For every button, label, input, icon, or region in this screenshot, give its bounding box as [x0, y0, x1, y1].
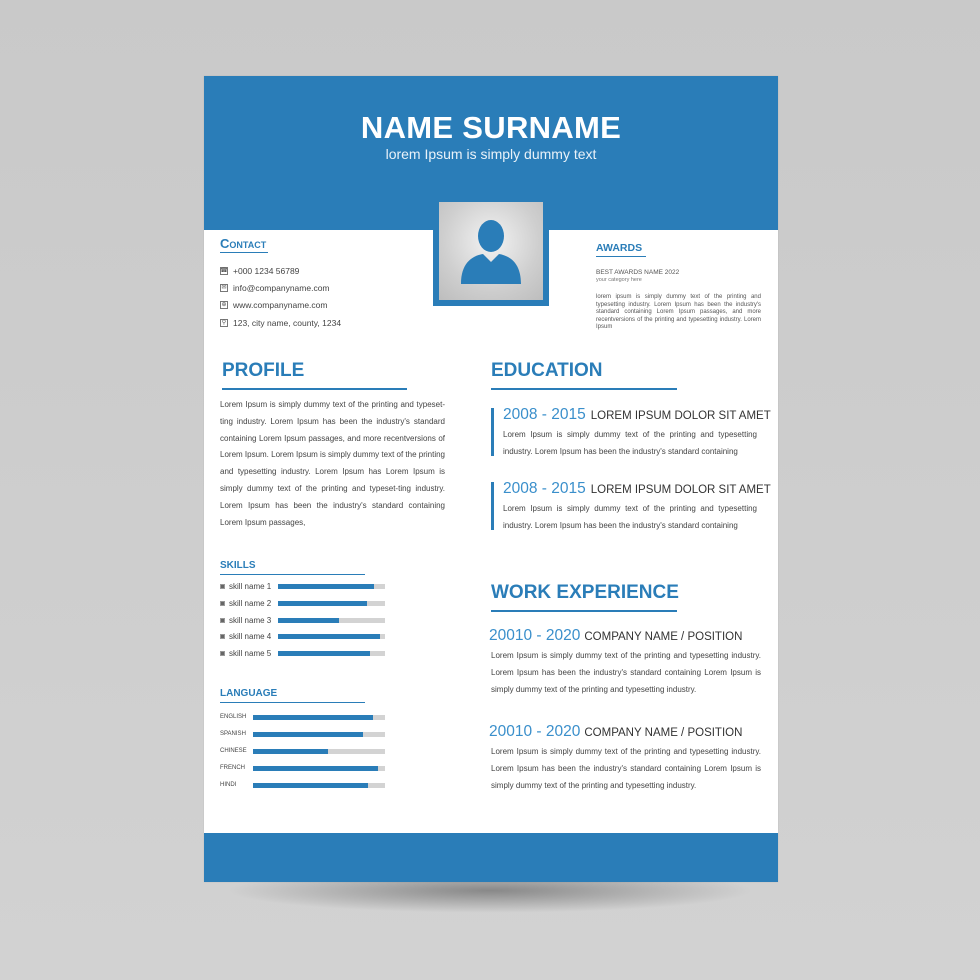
skill-label: skill name 5 [229, 648, 272, 658]
education-underline [491, 388, 677, 390]
person-avatar-icon [457, 216, 525, 286]
work-years: 20010 - 2020 [489, 627, 581, 644]
work-years: 20010 - 2020 [489, 723, 581, 740]
language-bar [253, 766, 385, 771]
profile-heading: PROFILE [222, 360, 305, 381]
work-experience-heading: WORK EXPERIENCE [491, 582, 679, 603]
skill-bar-fill [278, 651, 370, 656]
education-accent-bar [491, 482, 494, 530]
resume-tagline: lorem Ipsum is simply dummy text [385, 146, 597, 162]
education-description: Lorem Ipsum is simply dummy text of the printing and typesetting industry. Lorem Ipsum has been the industry's standard containing [503, 430, 757, 456]
award-category: your category here [596, 277, 642, 283]
skill-bar [278, 601, 385, 606]
language-bar-fill [253, 783, 368, 788]
language-label: FRENCH [220, 765, 245, 771]
contact-list [220, 262, 341, 331]
profile-underline [222, 388, 407, 390]
email-icon: ✉ [221, 284, 227, 291]
awards-heading: AWARDS [596, 242, 643, 254]
language-bar [253, 732, 385, 737]
skill-bar-fill [278, 584, 374, 589]
education-entry-header [503, 480, 771, 498]
web-icon: ⊕ [221, 302, 227, 309]
skill-bar [278, 618, 385, 623]
language-row [220, 746, 247, 756]
skill-bar-fill [278, 618, 339, 623]
work-experience-underline [491, 610, 677, 612]
bullet-icon [220, 634, 225, 639]
work-entry-header [489, 627, 742, 645]
education-caption: LOREM IPSUM DOLOR SIT AMET [590, 484, 771, 496]
work-entry-header [489, 723, 742, 741]
skill-row [220, 598, 278, 608]
skills-heading: SKILLS [220, 560, 256, 571]
profile-text: Lorem Ipsum is simply dummy text of the printing and typeset-ting industry. Lorem Ipsum has been the industry's standard containing Lorem Ipsum passages, and more recentversions of Lorem Ipsum. Lorem Ipsum is simply dummy text of the printing and typesetting industry. Lorem Ipsum has Lorem Ipsum is simply dummy text of the printing and typeset-ting industry. Lorem Ipsum has been the industry's standard containing Lorem Ipsum passages, [220, 400, 445, 527]
contact-location [220, 314, 341, 331]
work-description: Lorem Ipsum is simply dummy text of the printing and typesetting industry. Lorem Ipsum has been the industry's standard containing Lorem Ipsum is simply dummy text of the printing and typesetting industry. [491, 747, 761, 790]
profile-photo-frame [433, 196, 549, 306]
contact-email [220, 279, 341, 296]
language-row [220, 729, 246, 739]
language-row [220, 780, 236, 790]
skill-label: skill name 3 [229, 615, 272, 625]
bullet-icon [220, 584, 225, 589]
bullet-icon [220, 601, 225, 606]
location-icon: ⚲ [221, 319, 227, 326]
skill-row [220, 615, 278, 625]
contact-phone-text: +000 1234 56789 [233, 265, 300, 276]
skill-bar-fill [278, 634, 380, 639]
education-accent-bar [491, 408, 494, 456]
contact-heading: Contact [220, 236, 267, 251]
award-name: BEST AWARDS NAME 2022 [596, 269, 680, 276]
skill-bar [278, 634, 385, 639]
education-years: 2008 - 2015 [503, 480, 586, 497]
language-label: SPANISH [220, 731, 246, 737]
skill-bar [278, 651, 385, 656]
skill-row [220, 631, 278, 641]
language-bar [253, 783, 385, 788]
language-bar-fill [253, 766, 378, 771]
skill-row [220, 581, 278, 591]
education-entry-header [503, 406, 771, 424]
language-bar [253, 715, 385, 720]
language-bar-fill [253, 715, 373, 720]
work-description: Lorem Ipsum is simply dummy text of the printing and typesetting industry. Lorem Ipsum has been the industry's standard containing Lorem Ipsum is simply dummy text of the printing and typesetting industry. [491, 651, 761, 694]
skill-bar [278, 584, 385, 589]
resume-page [204, 76, 778, 882]
skill-label: skill name 1 [229, 581, 272, 591]
language-label: CHINESE [220, 748, 247, 754]
awards-underline [596, 256, 646, 257]
phone-icon: ☎ [220, 267, 228, 274]
profile-photo [439, 202, 543, 300]
language-label: ENGLISH [220, 714, 247, 720]
education-description: Lorem Ipsum is simply dummy text of the printing and typesetting industry. Lorem Ipsum has been the industry's standard containing [503, 504, 757, 530]
skill-label: skill name 4 [229, 631, 272, 641]
footer-band [204, 833, 778, 882]
education-heading: EDUCATION [491, 360, 603, 381]
skill-row [220, 648, 278, 658]
education-caption: LOREM IPSUM DOLOR SIT AMET [590, 410, 771, 422]
resume-name: NAME SURNAME [360, 110, 622, 145]
language-bar [253, 749, 385, 754]
skill-bar-fill [278, 601, 367, 606]
contact-underline [220, 252, 268, 253]
contact-email-text: info@companyname.com [233, 282, 330, 293]
work-caption: COMPANY NAME / POSITION [584, 727, 743, 739]
language-bar-fill [253, 749, 328, 754]
education-years: 2008 - 2015 [503, 406, 586, 423]
contact-web [220, 297, 341, 314]
language-underline [220, 702, 365, 703]
language-row [220, 712, 246, 722]
bullet-icon [220, 651, 225, 656]
award-description: lorem ipsum is simply dummy text of the printing and typesetting industry. Lorem Ipsum has been the industry's standard containing Lorem Ipsum passages, and more recentversions of the printing and typesetting industry. Lorem Ipsum [596, 294, 761, 331]
skills-underline [220, 574, 365, 575]
language-row [220, 763, 245, 773]
language-label: HINDI [220, 782, 237, 788]
work-caption: COMPANY NAME / POSITION [584, 631, 743, 643]
language-bar-fill [253, 732, 363, 737]
bullet-icon [220, 618, 225, 623]
contact-web-text: www.companyname.com [233, 300, 328, 311]
skill-label: skill name 2 [229, 598, 272, 608]
contact-phone [220, 262, 341, 279]
contact-location-text: 123, city name, county, 1234 [233, 317, 342, 328]
language-heading: LANGUAGE [220, 688, 278, 699]
